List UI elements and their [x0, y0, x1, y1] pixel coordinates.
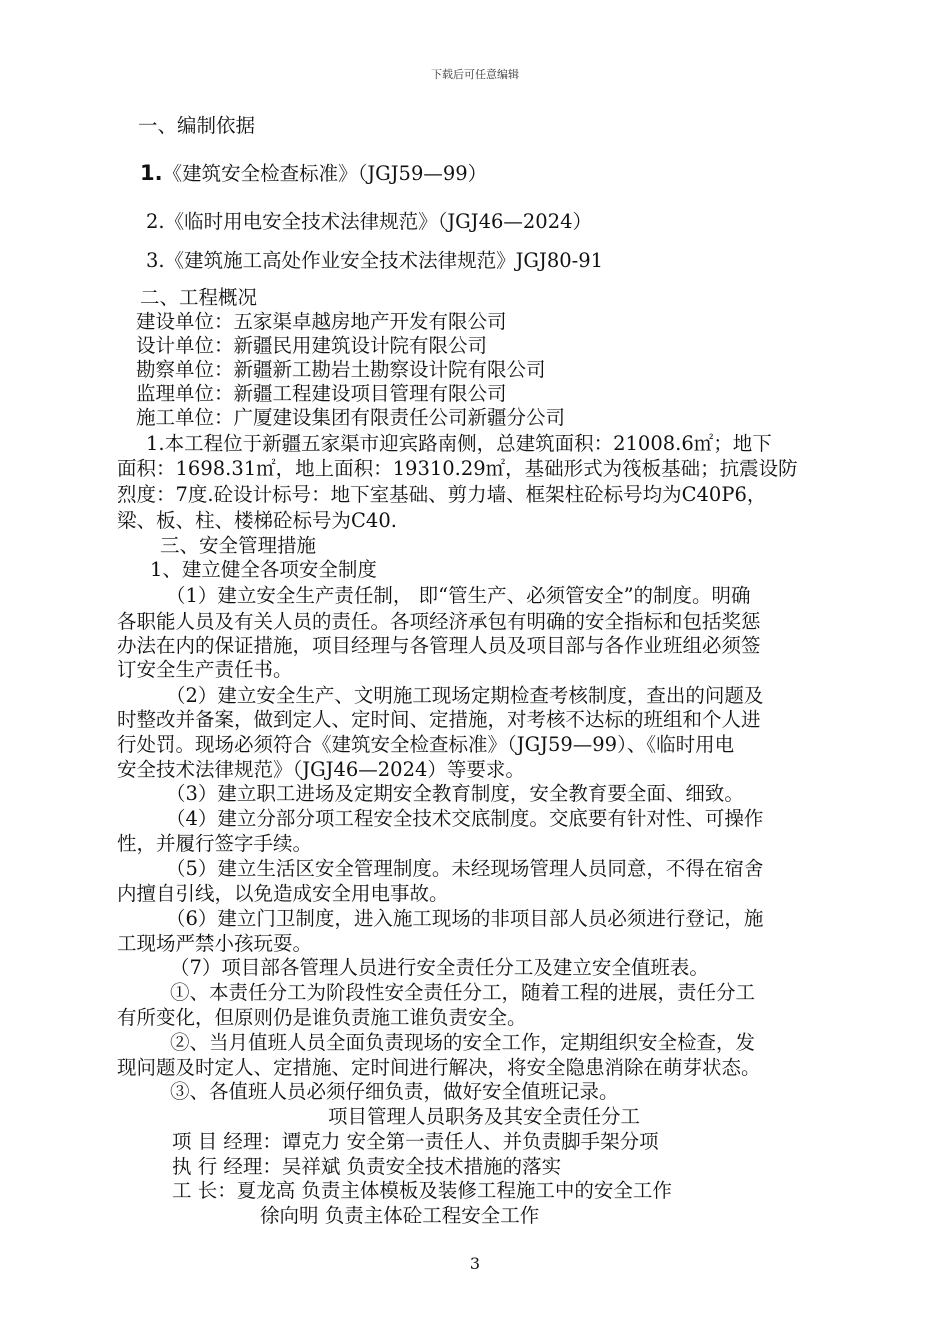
- reference-1-number: 1.: [140, 161, 163, 185]
- section-3-title: 三、安全管理措施: [160, 534, 317, 557]
- paragraph-line: 办法在内的保证措施，项目经理与各管理人员及项目部与各作业班组必须签: [117, 634, 761, 657]
- page-number: 3: [469, 1254, 481, 1273]
- reference-3-text: 《建筑施工高处作业安全技术法律规范》JGJ80-91: [164, 249, 604, 272]
- paragraph-line: 各职能人员及有关人员的责任。各项经济承包有明确的安全指标和包括奖惩: [117, 610, 761, 633]
- paragraph-line: 性，并履行签字手续。: [117, 832, 313, 855]
- paragraph-line: （6）建立门卫制度，进入施工现场的非项目部人员必须进行登记，施: [166, 907, 764, 930]
- paragraph-line: 内擅自引线，以免造成安全用电事故。: [117, 882, 449, 905]
- paragraph-line: 现问题及时定人、定措施、定时间进行解决，将安全隐患消除在萌芽状态。: [117, 1056, 761, 1079]
- paragraph-line: 有所变化，但原则仍是谁负责施工谁负责安全。: [117, 1006, 527, 1029]
- role-line: 项 目 经理：谭克力 安全第一责任人、并负责脚手架分项: [172, 1130, 659, 1153]
- unit-line: 勘察单位：新疆新工勘岩土勘察设计院有限公司: [136, 358, 546, 381]
- reference-1: [140, 161, 487, 186]
- overview-line: 1.本工程位于新疆五家渠市迎宾路南侧，总建筑面积：21008.6㎡；地下: [146, 432, 772, 455]
- paragraph-line: ①、本责任分工为阶段性安全责任分工，随着工程的进展，责任分工: [170, 981, 756, 1004]
- reference-3: [146, 249, 603, 273]
- table-title: 项目管理人员职务及其安全责任分工: [328, 1105, 641, 1128]
- role-line: 执 行 经理：吴祥斌 负责安全技术措施的落实: [172, 1155, 562, 1178]
- paragraph-line: （1）建立安全生产责任制， 即“管生产、必须管安全”的制度。明确: [166, 584, 751, 607]
- paragraph-line: （4）建立分部分项工程安全技术交底制度。交底要有针对性、可操作: [166, 807, 764, 830]
- paragraph-line: ③、各值班人员必须仔细负责，做好安全值班记录。: [170, 1080, 619, 1103]
- unit-line: 施工单位：广厦建设集团有限责任公司新疆分公司: [136, 406, 566, 429]
- paragraph-line: 时整改并备案，做到定人、定时间、定措施，对考核不达标的班组和个人进: [117, 708, 761, 731]
- subsection-title: 1、建立健全各项安全制度: [150, 558, 377, 581]
- reference-3-number: 3.: [146, 249, 165, 272]
- reference-2-text: 《临时用电安全技术法律规范》（JGJ46—2024）: [164, 210, 593, 233]
- section-2-title: 二、工程概况: [140, 286, 258, 309]
- paragraph-line: ②、当月值班人员全面负责现场的安全工作，定期组织安全检查，发: [170, 1031, 756, 1054]
- reference-1-text: 《建筑安全检查标准》（JGJ59—99）: [162, 162, 488, 185]
- role-line: 工 长：夏龙高 负责主体模板及装修工程施工中的安全工作: [172, 1179, 672, 1202]
- page-header: 下载后可任意编辑: [431, 68, 519, 81]
- paragraph-line: 工现场严禁小孩玩耍。: [117, 932, 313, 955]
- unit-line: 监理单位：新疆工程建设项目管理有限公司: [136, 382, 507, 405]
- paragraph-line: （5）建立生活区安全管理制度。未经现场管理人员同意，不得在宿舍: [166, 857, 764, 880]
- role-line: 徐向明 负责主体砼工程安全工作: [260, 1204, 540, 1227]
- paragraph-line: 安全技术法律规范》（JGJ46—2024）等要求。: [117, 758, 525, 781]
- paragraph-line: 行处罚。现场必须符合《建筑安全检查标准》（JGJ59—99）、《临时用电: [117, 733, 735, 756]
- overview-line: 梁、板、柱、楼梯砼标号为C40.: [117, 509, 397, 532]
- paragraph-line: （3）建立职工进场及定期安全教育制度，安全教育要全面、细致。: [166, 782, 744, 805]
- overview-line: 面积：1698.31㎡，地上面积：19310.29㎡，基础形式为筏板基础；抗震设防: [117, 457, 798, 480]
- paragraph-line: （7）项目部各管理人员进行安全责任分工及建立安全值班表。: [170, 956, 709, 979]
- reference-2-number: 2.: [146, 210, 165, 233]
- unit-line: 建设单位：五家渠卓越房地产开发有限公司: [136, 310, 507, 333]
- paragraph-line: （2）建立安全生产、文明施工现场定期检查考核制度，查出的问题及: [166, 684, 764, 707]
- overview-line: 烈度：7度.砼设计标号：地下室基础、剪力墙、框架柱砼标号均为C40P6，: [117, 483, 767, 506]
- paragraph-line: 订安全生产责任书。: [117, 658, 293, 681]
- section-1-title: 一、编制依据: [138, 114, 256, 137]
- unit-line: 设计单位：新疆民用建筑设计院有限公司: [136, 334, 488, 357]
- reference-2: [146, 210, 592, 234]
